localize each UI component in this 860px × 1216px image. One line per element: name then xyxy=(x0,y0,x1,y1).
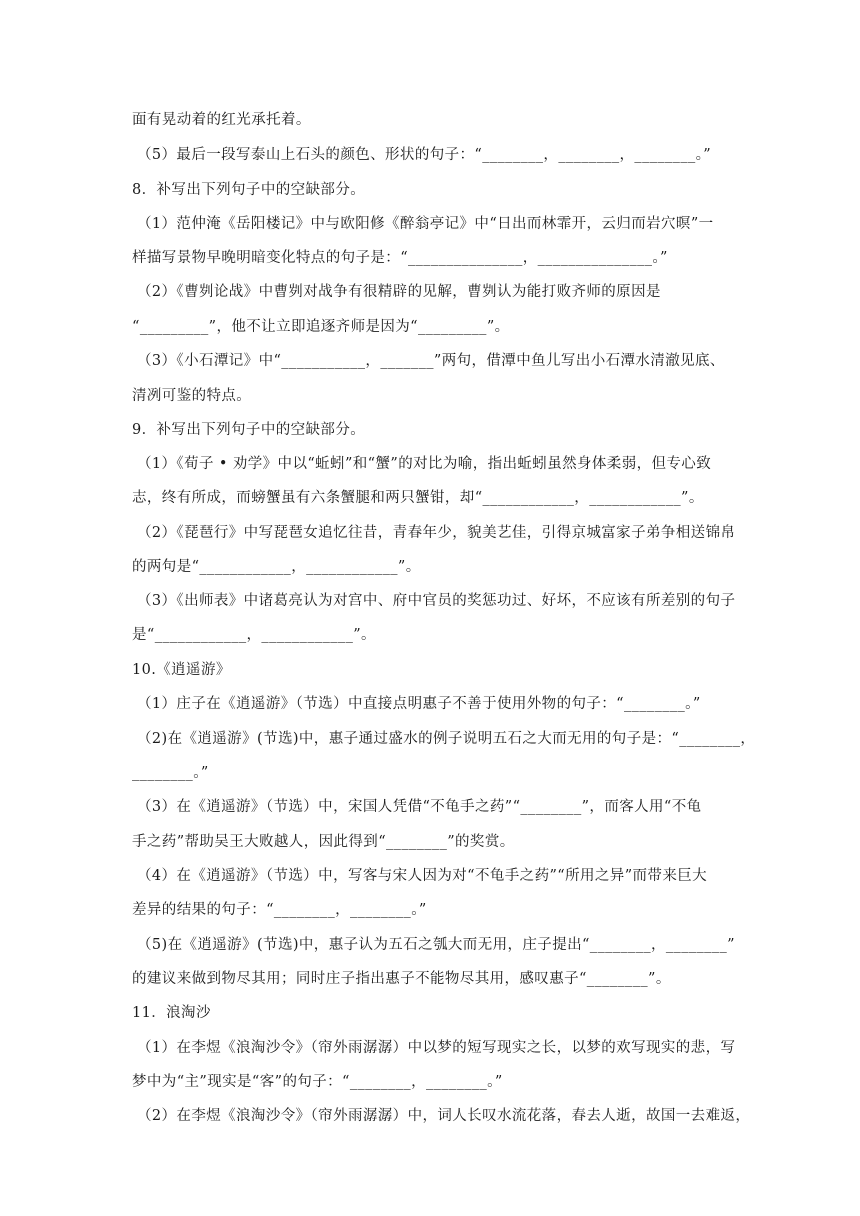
question-10-5: （5)在《逍遥游》(节选)中，惠子认为五石之瓠大而无用，庄子提出“________，________” xyxy=(137,937,735,953)
question-9-1: （1）《荀子 • 劝学》中以“蚯蚓”和“蟹”的对比为喻，指出蚯蚓虽然身体柔弱，但专心致 xyxy=(137,456,712,472)
question-10-heading: 10.《逍遥游》 xyxy=(132,662,231,678)
question-7-5: （5）最后一段写泰山上石头的颜色、形状的句子：“________，________，________。” xyxy=(137,147,712,163)
question-8-1: （1）范仲淹《岳阳楼记》中与欧阳修《醉翁亭记》中“日出而林霏开，云归而岩穴暝”一 xyxy=(137,216,714,232)
question-8-heading: 8．补写出下列句子中的空缺部分。 xyxy=(132,182,366,198)
question-9-2: （2）《琵琶行》中写琵琶女追忆往昔，青春年少，貌美艺佳，引得京城富家子弟争相送锦帛 xyxy=(137,525,736,541)
text-line-continuation: 面有晃动着的红光承托着。 xyxy=(132,112,311,128)
question-11-1-cont: 梦中为“主”现实是“客”的句子：“________，________。” xyxy=(132,1074,503,1090)
question-10-5-cont: 的建议来做到物尽其用；同时庄子指出惠子不能物尽其用，感叹惠子“________”。 xyxy=(132,971,671,987)
question-10-3: （3）在《逍遥游》（节选）中，宋国人凭借“不龟手之药”“________”，而客人用“不龟 xyxy=(137,799,702,815)
question-9-3-cont: 是“____________，____________”。 xyxy=(132,627,376,643)
question-11-2: （2）在李煜《浪淘沙令》（帘外雨潺潺）中，词人长叹水流花落，春去人逝，故国一去难返， xyxy=(137,1108,751,1124)
question-8-1-cont: 样描写景物早晚明暗变化特点的句子是：“_______________，_______________。” xyxy=(132,250,668,266)
question-10-2: （2)在《逍遥游》(节选)中，惠子通过盛水的例子说明五石之大而无用的句子是：“________， xyxy=(137,731,756,747)
question-10-4: （4）在《逍遥游》（节选）中，写客与宋人因为对“不龟手之药”“所用之异”而带来巨大 xyxy=(137,868,708,884)
question-9-1-cont: 志，终有所成，而螃蟹虽有六条蟹腿和两只蟹钳，却“____________，____________”。 xyxy=(132,490,704,506)
question-10-4-cont: 差异的结果的句子：“________，________。” xyxy=(132,902,427,918)
question-10-3-cont: 手之药”帮助吴王大败越人，因此得到“________”的奖赏。 xyxy=(132,834,515,850)
question-10-2-cont: ________。” xyxy=(132,765,209,781)
question-8-3-cont: 清冽可鉴的特点。 xyxy=(132,388,252,404)
question-8-2: （2）《曹刿论战》中曹刿对战争有很精辟的见解，曹刿认为能打败齐师的原因是 xyxy=(137,284,661,300)
question-11-1: （1）在李煜《浪淘沙令》（帘外雨潺潺）中以梦的短写现实之长，以梦的欢写现实的悲，写 xyxy=(137,1040,736,1056)
question-10-1: （1）庄子在《逍遥游》（节选）中直接点明惠子不善于使用外物的句子：“________。” xyxy=(137,696,701,712)
question-11-heading: 11．浪淘沙 xyxy=(132,1005,211,1021)
question-9-heading: 9．补写出下列句子中的空缺部分。 xyxy=(132,422,366,438)
question-8-3: （3）《小石潭记》中“___________，_______”两句，借潭中鱼儿写出小石潭水清澈见底、 xyxy=(137,353,725,369)
question-8-2-cont: “_________”，他不让立即追逐齐师是因为“_________”。 xyxy=(132,319,510,335)
question-9-2-cont: 的两句是“____________，____________”。 xyxy=(132,559,421,575)
question-9-3: （3）《出师表》中诸葛亮认为对宫中、府中官员的奖惩功过、好坏，不应该有所差别的句子 xyxy=(137,593,736,609)
